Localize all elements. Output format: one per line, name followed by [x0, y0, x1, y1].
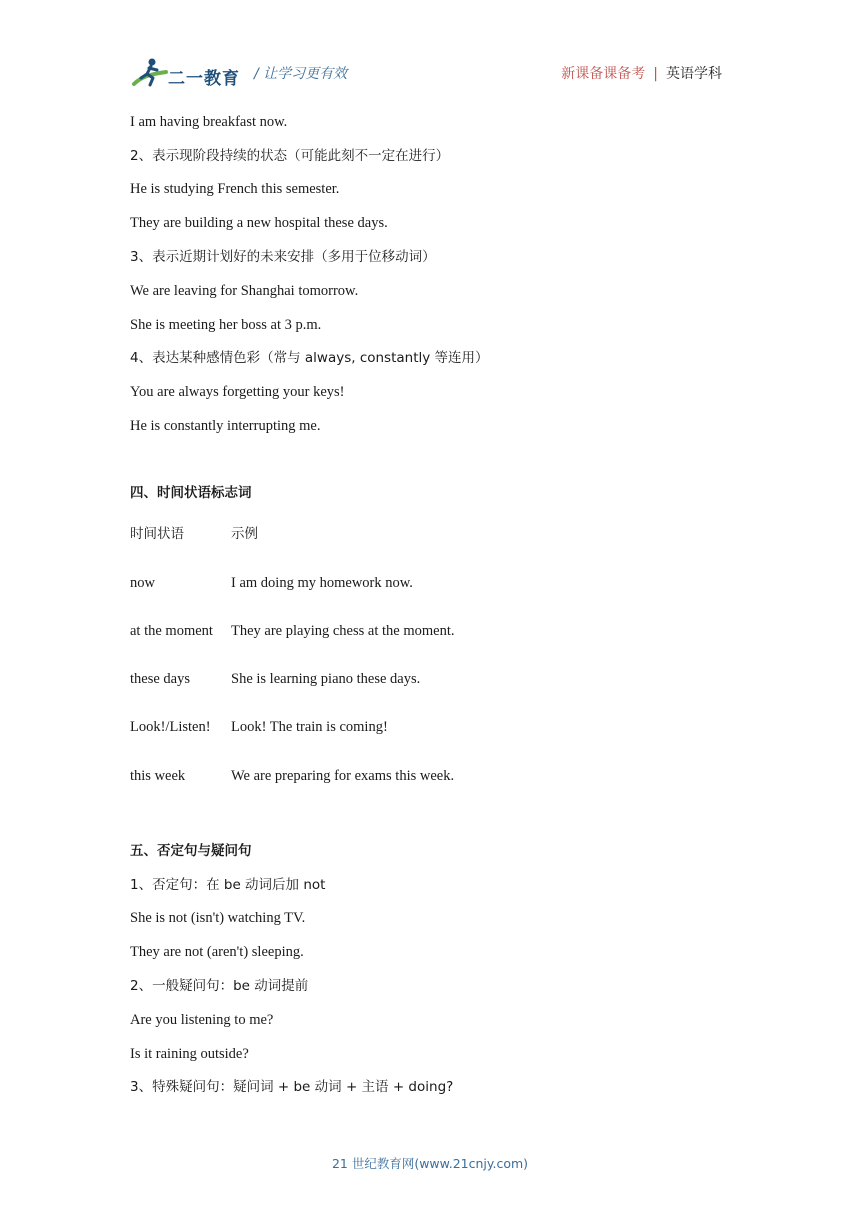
table-cell-example: Look! The train is coming! — [231, 719, 388, 735]
header-subject-label: 英语学科 — [666, 66, 722, 82]
table-cell-example: We are preparing for exams this week. — [231, 768, 455, 784]
table-cell-example: She is learning piano these days. — [231, 671, 421, 687]
table-row — [130, 574, 413, 592]
header-course-label: 新课备课备考 — [561, 66, 646, 82]
example-sentence: She is meeting her boss at 3 p.m. — [130, 317, 322, 333]
logo-text: 二一教育 — [168, 69, 240, 89]
runner-logo-icon — [130, 56, 170, 90]
usage-point: 4、表达某种感情色彩（常与 always, constantly 等连用） — [130, 350, 489, 366]
usage-point: 2、一般疑问句：be 动词提前 — [130, 978, 309, 994]
usage-point: 3、表示近期计划好的未来安排（多用于位移动词） — [130, 249, 436, 265]
example-sentence: Are you listening to me? — [130, 1012, 274, 1028]
table-cell-term: these days — [130, 671, 190, 687]
table-cell-term: now — [130, 575, 155, 591]
header-subject — [561, 63, 722, 83]
table-cell-term: this week — [130, 768, 186, 784]
table-header-cell: 示例 — [231, 526, 258, 542]
example-sentence: You are always forgetting your keys! — [130, 384, 345, 400]
example-sentence: They are building a new hospital these days. — [130, 215, 388, 231]
slogan: / 让学习更有效 — [254, 66, 348, 82]
table-row — [130, 670, 421, 688]
usage-point: 1、否定句：在 be 动词后加 not — [130, 877, 326, 893]
table-cell-example: I am doing my homework now. — [231, 575, 413, 591]
logo — [130, 56, 240, 90]
example-sentence: They are not (aren't) sleeping. — [130, 944, 304, 960]
section-title: 四、时间状语标志词 — [130, 485, 252, 501]
table-cell-example: They are playing chess at the moment. — [231, 623, 455, 639]
example-sentence: I am having breakfast now. — [130, 114, 288, 130]
usage-point: 3、特殊疑问句：疑问词 + be 动词 + 主语 + doing? — [130, 1079, 454, 1095]
section-title: 五、否定句与疑问句 — [130, 843, 252, 859]
table-cell-term: at the moment — [130, 623, 213, 639]
table-row — [130, 767, 455, 785]
page-header — [130, 56, 730, 92]
example-sentence: He is studying French this semester. — [130, 181, 340, 197]
table-row — [130, 622, 455, 640]
header-separator: | — [653, 66, 658, 82]
table-header-row — [130, 525, 258, 543]
table-cell-term: Look!/Listen! — [130, 719, 211, 735]
page-footer: 21 世纪教育网(www.21cnjy.com) — [331, 1156, 529, 1171]
table-row — [130, 718, 388, 736]
example-sentence: She is not (isn't) watching TV. — [130, 910, 306, 926]
example-sentence: He is constantly interrupting me. — [130, 418, 321, 434]
usage-point: 2、表示现阶段持续的状态（可能此刻不一定在进行） — [130, 148, 450, 164]
example-sentence: Is it raining outside? — [130, 1046, 249, 1062]
example-sentence: We are leaving for Shanghai tomorrow. — [130, 283, 359, 299]
table-header-cell: 时间状语 — [130, 526, 184, 542]
